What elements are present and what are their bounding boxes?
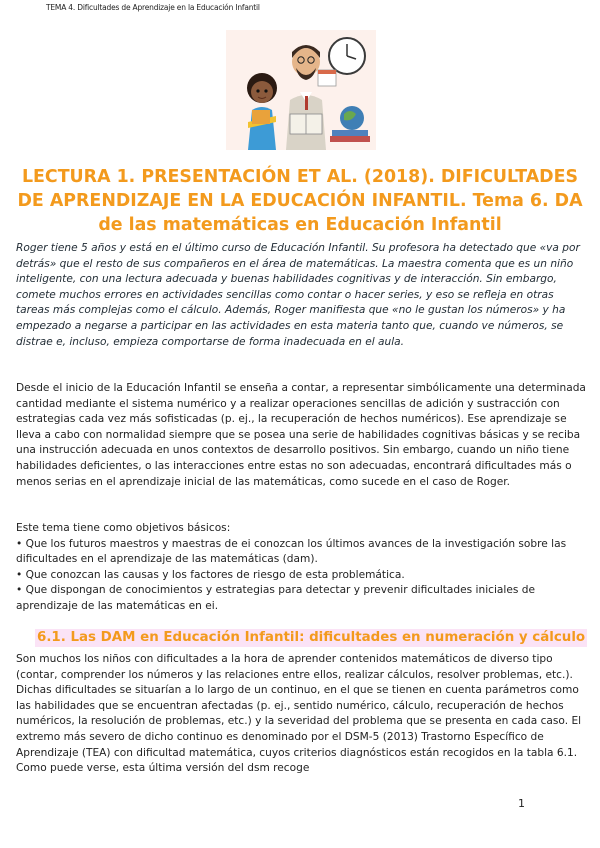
section-heading: 6.1. Las DAM en Educación Infantil: dificultades en numeración y cálculo [37, 630, 586, 645]
running-header: TEMA 4. Dificultades de Aprendizaje en la Educación Infantil [46, 3, 260, 12]
body-paragraph-2: Son muchos los niños con dificultades a la hora de aprender contenidos matemáticos de diverso tipo (contar, comprender los números y las relaciones entre ellos, realizar cálculos, resolver problemas, etc.). Dichas dificultades se situarían a lo largo de un continuo, en el que se tienen en cuenta parámetros como las habilidades que se encuentran afectadas (p. ej., sentido numérico, cálculo, recuperación de hechos numéricos, la resolución de problemas, etc.) y la severidad del problema que se presenta en cada caso. El extremo más severo de dicho continuo es denominado por el DSM-5 (2013) Trastorno Específico de Aprendizaje (TEA) con dificultad matemática, cuyos criterios diagnósticos están recogidos en la tabla 6.1. Como puede verse, esta última versión del dsm recoge [16, 653, 582, 775]
page-number: 1 [518, 797, 525, 810]
case-study-paragraph: Roger tiene 5 años y está en el último curso de Educación Infantil. Su profesora ha detectado que «va por detrás» que el resto de sus compañeros en el área de matemáticas. La maestra comenta que es un niño inteligente, con una lectura adecuada y buenas habilidades cognitivas y de interacción. Sin embargo, comete muchos errores en actividades sencillas como contar o hacer series, y eso se refleja en otras tareas más complejas como el cálculo. Además, Roger manifiesta que «no le gustan los números» y ha empezado a negarse a participar en las actividades en esta materia tanto que, cuando ve números, se distrae e, incluso, empieza comportarse de forma inadecuada en el aula. [16, 242, 580, 348]
objectives-list [16, 521, 590, 615]
objective-item: • Que dispongan de conocimientos y estrategias para detectar y prevenir dificultades iniciales de aprendizaje de las matemáticas en ei. [16, 584, 536, 612]
body-paragraph-1: Desde el inicio de la Educación Infantil se enseña a contar, a representar simbólicamente una determinada cantidad mediante el sistema numérico y a realizar operaciones sencillas de adición y sustracción con estrategias cada vez más sofisticadas (p. ej., la recuperación de hechos numéricos). Ese aprendizaje se lleva a cabo con normalidad siempre que se posea una serie de habilidades cognitivas básicas y se reciba una instrucción adecuada en unos contextos de desarrollo positivos. Sin embargo, cuando un niño tiene habilidades deficientes, o las interacciones entre estas no son adecuadas, encontrará dificultades más o menos serias en el aprendizaje inicial de las matemáticas, como sucede en el caso de Roger. [16, 382, 586, 488]
objective-item: • Que los futuros maestros y maestras de ei conozcan los últimos avances de la investigación sobre las dificultades en el aprendizaje de las matemáticas (dam). [16, 537, 567, 566]
objectives-intro: Este tema tiene como objetivos básicos: [16, 522, 231, 534]
teacher-and-child-illustration [226, 30, 376, 150]
page-title: LECTURA 1. PRESENTACIÓN ET AL. (2018). DIFICULTADES DE APRENDIZAJE EN LA EDUCACIÓN INFANTIL. Tema 6. DA de las matemáticas en Educación Infantil [17, 167, 583, 235]
objective-item: • Que conozcan las causas y los factores de riesgo de esta problemática. [16, 568, 405, 581]
